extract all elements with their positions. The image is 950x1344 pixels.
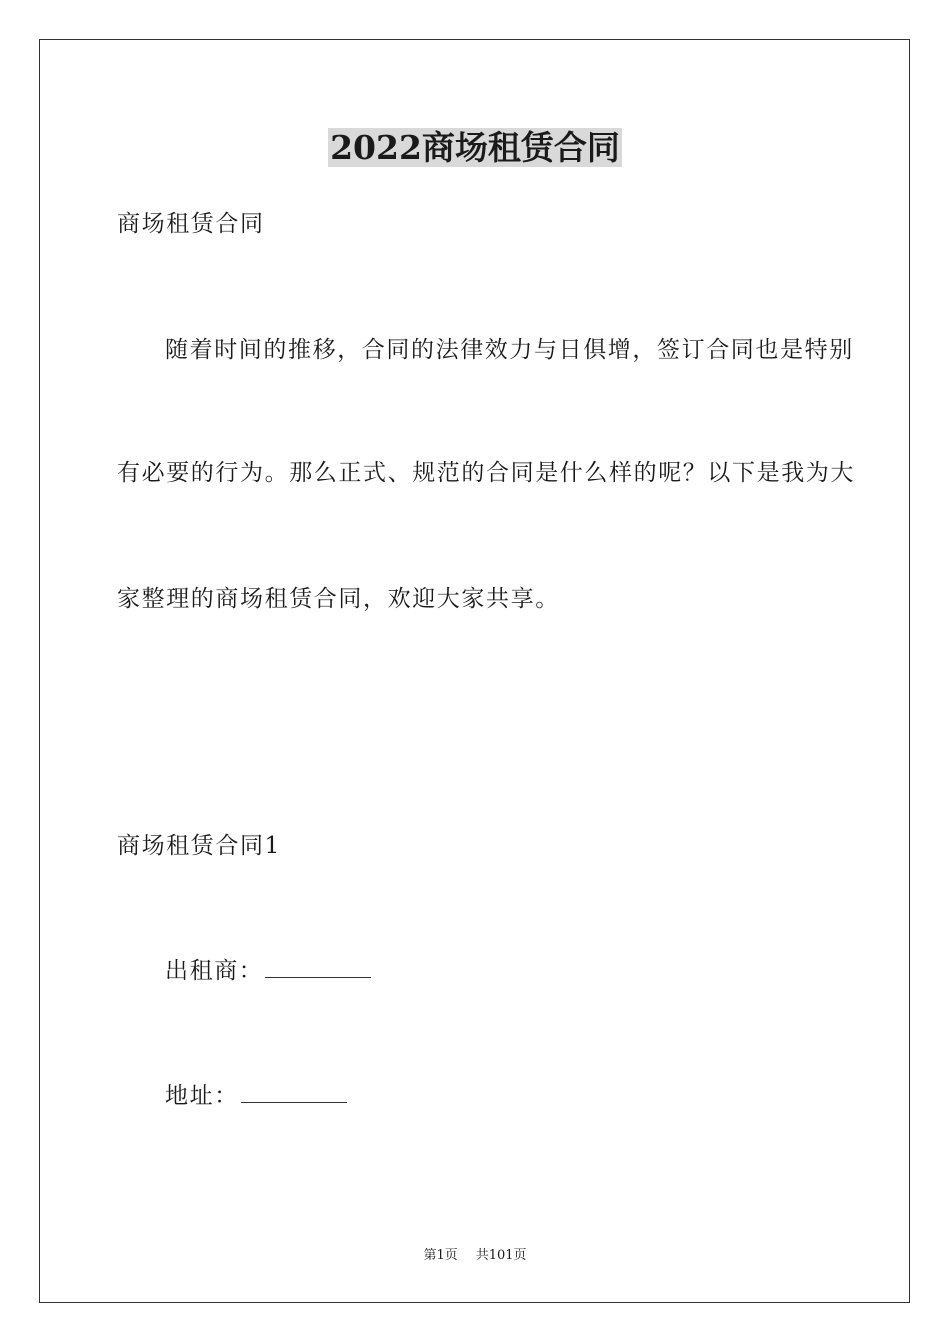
- lessor-label: 出租商：: [165, 958, 264, 984]
- document-subtitle: 商场租赁合同: [117, 211, 265, 237]
- intro-line-3: 家整理的商场租赁合同，欢迎大家共享。: [117, 586, 560, 612]
- document-title-text: 2022商场租赁合同: [330, 128, 620, 167]
- intro-line-1: 随着时间的推移，合同的法律效力与日俱增，签订合同也是特别: [165, 337, 854, 363]
- address-label: 地址：: [165, 1083, 239, 1109]
- page-number: 第1页: [423, 1248, 458, 1263]
- page-footer: [0, 1247, 950, 1265]
- address-field: [165, 1080, 347, 1112]
- lessor-blank: [265, 955, 371, 978]
- page-total: 共101页: [475, 1248, 527, 1263]
- lessor-field: [165, 955, 371, 987]
- section-heading: 商场租赁合同1: [117, 833, 281, 859]
- intro-line-2: 有必要的行为。那么正式、规范的合同是什么样的呢？以下是我为大: [117, 460, 855, 486]
- address-blank: [241, 1080, 347, 1103]
- document-title: [0, 127, 950, 169]
